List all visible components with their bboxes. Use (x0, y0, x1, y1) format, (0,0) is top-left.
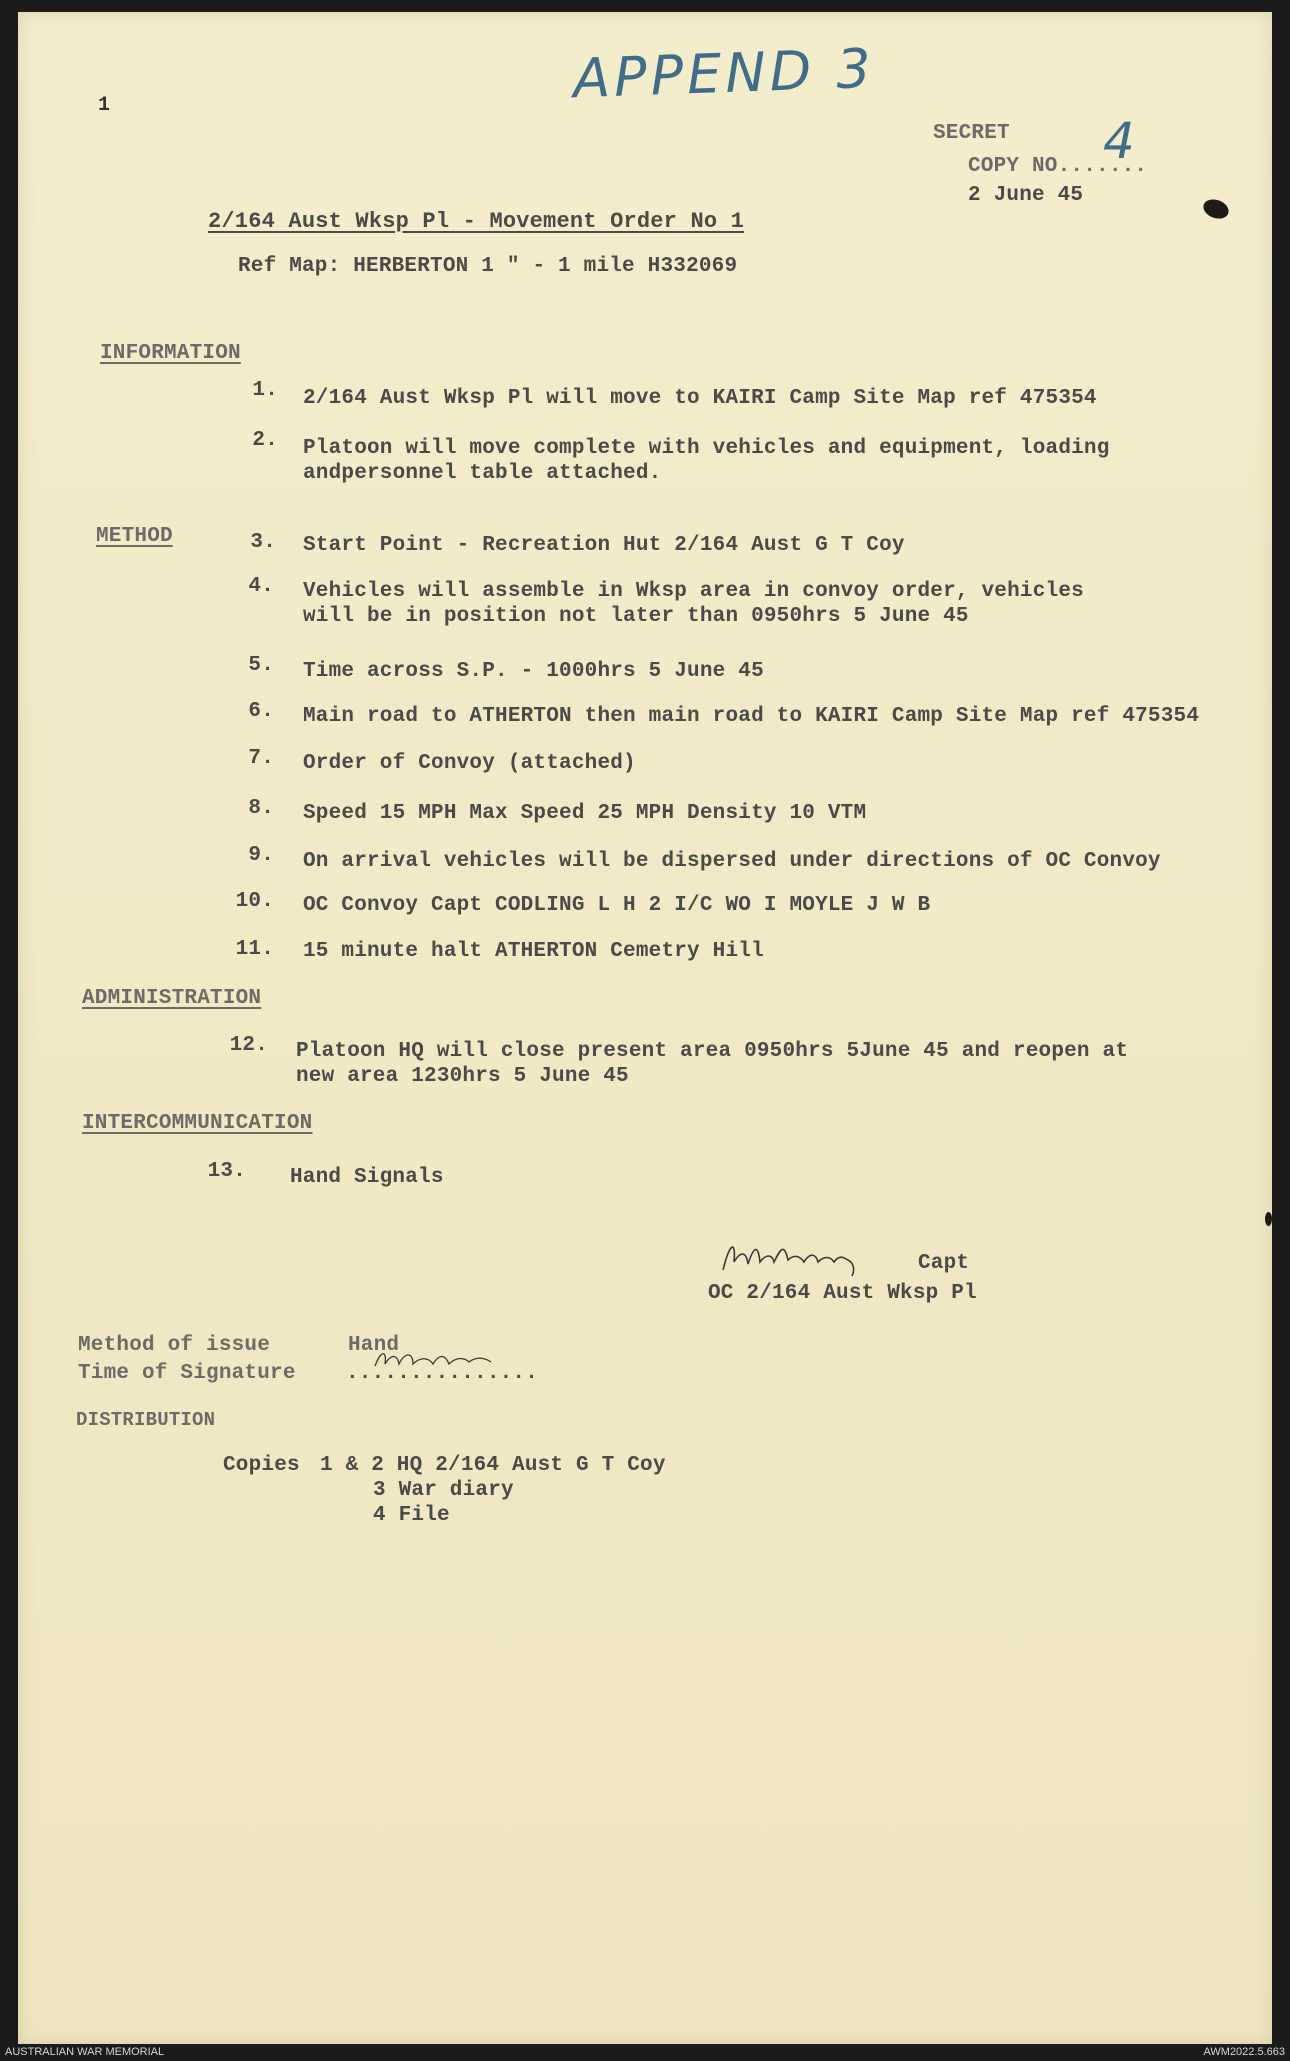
handwritten-signature (718, 1232, 898, 1282)
section-method: METHOD (96, 525, 173, 548)
distribution-line: 1 & 2 HQ 2/164 Aust G T Coy (320, 1454, 666, 1477)
method-of-issue-value: Hand (348, 1334, 400, 1357)
item-text: Hand Signals (290, 1166, 444, 1189)
item-text: Main road to ATHERTON then main road to KAIRI Camp Site Map ref 475354 (303, 705, 1200, 728)
secret-marking: SECRET (933, 122, 1010, 145)
document-title: 2/164 Aust Wksp Pl - Movement Order No 1 (208, 209, 745, 234)
section-information: INFORMATION (100, 342, 241, 365)
item-text: 15 minute halt ATHERTON Cemetry Hill (303, 940, 764, 963)
copy-number-label: COPY NO....... (968, 155, 1148, 178)
item-number: 1. (252, 379, 278, 402)
item-number: 9. (248, 844, 274, 867)
append-annotation: APPEND 3 (571, 36, 876, 111)
item-number: 3. (250, 531, 276, 554)
item-text: new area 1230hrs 5 June 45 (296, 1065, 629, 1088)
method-of-issue-label: Method of issue (78, 1334, 271, 1357)
distribution-label: DISTRIBUTION (76, 1409, 216, 1431)
item-text: andpersonnel table attached. (303, 462, 662, 485)
item-number: 7. (248, 747, 274, 770)
document-page (18, 12, 1272, 2044)
item-text: Time across S.P. - 1000hrs 5 June 45 (303, 660, 764, 683)
item-text: 2/164 Aust Wksp Pl will move to KAIRI Camp Site Map ref 475354 (303, 387, 1097, 410)
item-number: 4. (248, 575, 274, 598)
time-of-signature-label: Time of Signature (78, 1362, 296, 1385)
initials-signature (373, 1344, 503, 1374)
punch-hole (1201, 196, 1232, 222)
item-text: Start Point - Recreation Hut 2/164 Aust G T Coy (303, 534, 905, 557)
section-administration: ADMINISTRATION (82, 987, 262, 1010)
item-number: 6. (248, 700, 274, 723)
item-number: 12. (229, 1034, 268, 1057)
item-number: 5. (248, 654, 274, 677)
item-text: will be in position not later than 0950hrs 5 June 45 (303, 605, 969, 628)
item-number: 2. (252, 429, 278, 452)
item-text: On arrival vehicles will be dispersed under directions of OC Convoy (303, 850, 1161, 873)
archive-reference: AWM2022.5.663 (1203, 2046, 1285, 2058)
distribution-line: 3 War diary (373, 1479, 514, 1502)
item-text: Platoon HQ will close present area 0950hrs 5June 45 and reopen at (296, 1040, 1129, 1063)
copy-number-annotation: 4 (1103, 112, 1135, 170)
copies-label: Copies (223, 1454, 300, 1477)
item-text: Speed 15 MPH Max Speed 25 MPH Density 10 VTM (303, 802, 867, 825)
item-number: 10. (235, 890, 274, 913)
item-text: Platoon will move complete with vehicles and equipment, loading (303, 437, 1110, 460)
signatory-rank: Capt (918, 1252, 970, 1275)
item-text: Order of Convoy (attached) (303, 752, 636, 775)
item-number: 8. (248, 797, 274, 820)
punch-hole (1265, 1212, 1272, 1226)
time-of-signature-value: ............... (346, 1362, 539, 1385)
distribution-line: 4 File (373, 1504, 450, 1527)
signatory-appointment: OC 2/164 Aust Wksp Pl (708, 1282, 977, 1305)
item-number: 13. (207, 1160, 246, 1183)
archive-credit: AUSTRALIAN WAR MEMORIAL (5, 2046, 165, 2058)
item-text: Vehicles will assemble in Wksp area in convoy order, vehicles (303, 580, 1084, 603)
section-intercommunication: INTERCOMMUNICATION (82, 1112, 313, 1135)
item-text: OC Convoy Capt CODLING L H 2 I/C WO I MOYLE J W B (303, 894, 931, 917)
reference-map: Ref Map: HERBERTON 1 " - 1 mile H332069 (238, 255, 738, 278)
document-date: 2 June 45 (968, 184, 1084, 207)
item-number: 11. (235, 938, 274, 961)
page-mark: 1 (98, 94, 111, 117)
